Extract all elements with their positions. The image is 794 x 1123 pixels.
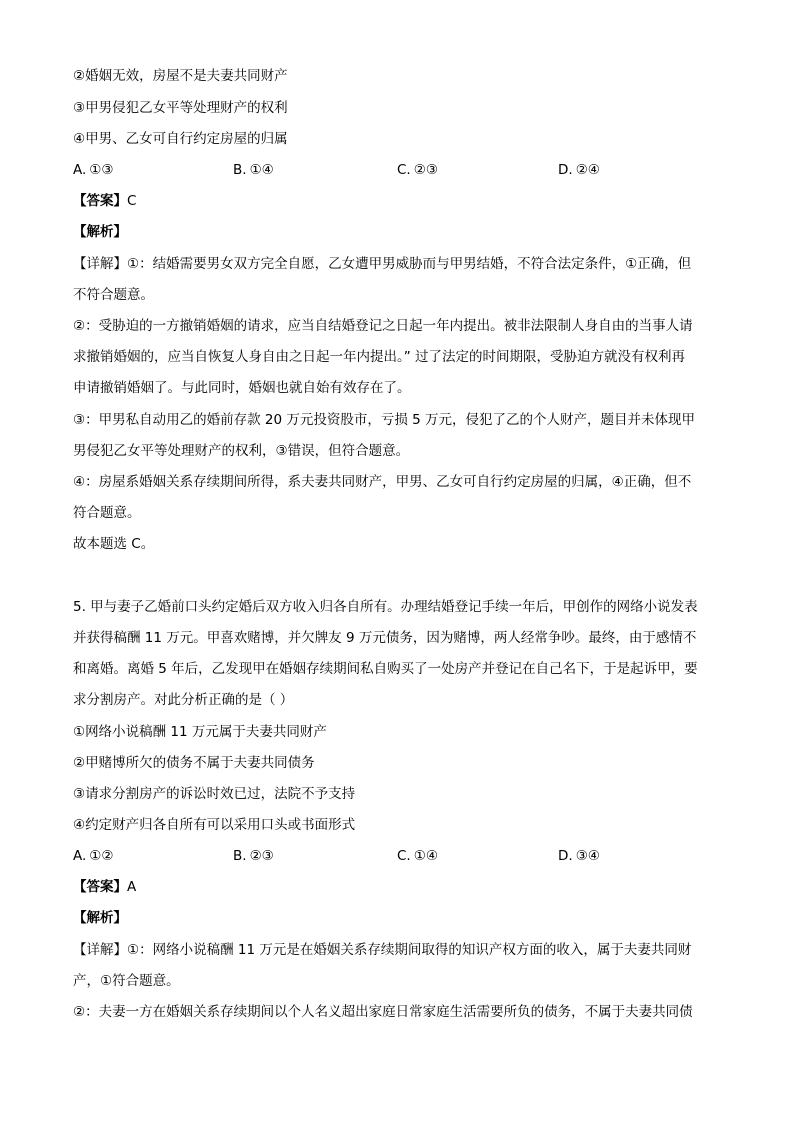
q5-detail-line: ②：夫妻一方在婚姻关系存续期间以个人名义超出家庭日常家庭生活需要所负的债务，不属于夫妻共同债 [73, 1004, 693, 1020]
q4-option-a: A. ①③ [73, 162, 114, 178]
q4-detail-line: 【详解】①：结婚需要男女双方完全自愿，乙女遭甲男威胁而与甲男结婚，不符合法定条件，①正确，但 [73, 256, 692, 272]
q5-statement-4: ④约定财产归各自所有可以采用口头或书面形式 [73, 817, 356, 833]
answer-tag: 【答案】 [73, 879, 127, 895]
q5-detail-line: 产，①符合题意。 [73, 973, 180, 989]
q4-detail-line: 男侵犯乙女平等处理财产的权利，③错误，但符合题意。 [73, 443, 410, 459]
q5-stem-line: 并获得稿酬 11 万元。甲喜欢赌博，并欠牌友 9 万元债务，因为赌博，两人经常争吵。最终，由于感情不 [73, 630, 697, 646]
q5-statement-1: ①网络小说稿酬 11 万元属于夫妻共同财产 [73, 724, 327, 740]
q4-conclusion: 故本题选 C。 [73, 536, 155, 552]
q4-statement-2: ②婚姻无效，房屋不是夫妻共同财产 [73, 68, 288, 84]
q5-detail-line: 【详解】①：网络小说稿酬 11 万元是在婚姻关系存续期间取得的知识产权方面的收入，属于夫妻共同财 [73, 942, 692, 958]
q4-detail-line: ③：甲男私自动用乙的婚前存款 20 万元投资股市，亏损 5 万元，侵犯了乙的个人财产，题目并未体现甲 [73, 412, 696, 428]
q4-detail-line: 符合题意。 [73, 505, 141, 521]
q5-statement-3: ③请求分割房产的诉讼时效已过，法院不予支持 [73, 786, 356, 802]
answer-tag: 【答案】 [73, 193, 127, 209]
q4-detail-line: ②：受胁迫的一方撤销婚姻的请求，应当自结婚登记之日起一年内提出。被非法限制人身自由的当事人请 [73, 318, 693, 334]
q5-stem-line: 求分割房产。对此分析正确的是（ ） [73, 692, 294, 708]
q5-answer-value: A [127, 879, 137, 895]
q5-option-c: C. ①④ [397, 848, 438, 864]
q4-analysis-tag: 【解析】 [73, 224, 127, 240]
q5-option-b: B. ②③ [233, 848, 274, 864]
q4-statement-3: ③甲男侵犯乙女平等处理财产的权利 [73, 100, 288, 116]
q5-stem-line: 和离婚。离婚 5 年后，乙发现甲在婚姻存续期间私自购买了一处房产并登记在自己名下，于是起诉甲，要 [73, 661, 698, 677]
q5-stem-line: 5. 甲与妻子乙婚前口头约定婚后双方收入归各自所有。办理结婚登记手续一年后，甲创作的网络小说发表 [73, 599, 698, 615]
q5-option-a: A. ①② [73, 848, 114, 864]
q5-answer-line [73, 877, 723, 897]
q5-analysis-tag: 【解析】 [73, 910, 127, 926]
q4-detail-line: ④：房屋系婚姻关系存续期间所得，系夫妻共同财产，甲男、乙女可自行约定房屋的归属，④正确，但不 [73, 474, 692, 490]
q4-detail-line: 不符合题意。 [73, 287, 154, 303]
q4-option-b: B. ①④ [233, 162, 274, 178]
q4-option-c: C. ②③ [397, 162, 438, 178]
q4-detail-line: 申请撤销婚姻了。与此同时，婚姻也就自始有效存在了。 [73, 380, 411, 396]
q4-answer-value: C [127, 193, 137, 209]
q4-answer-line [73, 191, 723, 211]
q4-option-d: D. ②④ [558, 162, 600, 178]
q4-statement-4: ④甲男、乙女可自行约定房屋的归属 [73, 131, 288, 147]
q4-detail-line: 求撤销婚姻的，应当自恢复人身自由之日起一年内提出。” 过了法定的时间期限，受胁迫方就没有权利再 [73, 349, 686, 365]
q5-option-d: D. ③④ [558, 848, 600, 864]
q5-statement-2: ②甲赌博所欠的债务不属于夫妻共同债务 [73, 755, 315, 771]
